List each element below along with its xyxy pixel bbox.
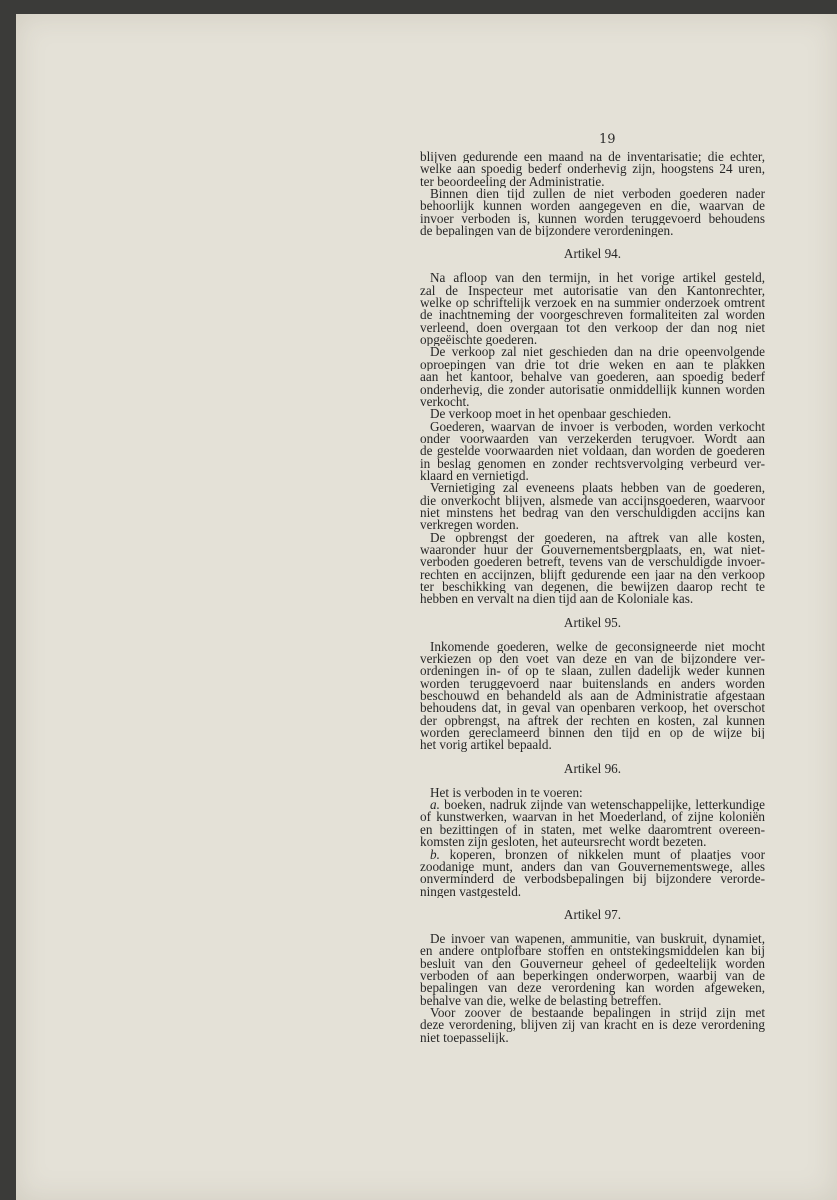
text-line: behalve van die, welke de belasting betreffen. (420, 994, 662, 1007)
text-line: De verkoop moet in het openbaar geschieden. (430, 408, 672, 421)
text-line: niet toepasselijk. (420, 1031, 509, 1044)
text-line (420, 849, 765, 861)
article-94-paragraph (420, 272, 765, 346)
text-line: besluit van den Gouverneur geheel of gedeeltelijk worden (420, 957, 765, 970)
page-number: 19 (599, 132, 616, 147)
text-line: behoorlijk kunnen worden aangegeven en die, waarvan de (420, 200, 765, 213)
text-line: klaard en vernietigd. (420, 469, 529, 483)
text-line: en andere ontplofbare stoffen en ontstekingsmiddelen kan bij (420, 945, 765, 958)
text-line: welke op schriftelijk verzoek en na summier onderzoek omtrent (420, 297, 765, 310)
article-94-paragraph (420, 408, 765, 420)
text-line: Goederen, waarvan de invoer is verboden, worden verkocht (430, 420, 765, 433)
text-line: niet minstens het bedrag van den verschuldigden accijns kan (420, 506, 765, 520)
text-line: rechten en accijnzen, blijft gedurende een jaar na den verkoop (420, 568, 765, 581)
text-line: het vorig artikel bepaald. (420, 739, 552, 752)
text-line: ter beschikking van degenen, die bewijzen daarop recht te (420, 581, 765, 594)
article-94-heading: Artikel 94. (563, 246, 622, 262)
text-line: komsten zijn gesloten, het auteursrecht wordt bezeten. (420, 836, 707, 849)
article-94-paragraph (420, 346, 765, 408)
article-96-item-b (420, 849, 765, 898)
article-96-paragraph (420, 787, 765, 799)
article-96-item-a (420, 799, 765, 848)
text-line: oproepingen van drie tot drie weken en aan te plakken (420, 358, 765, 372)
text-line: verkiezen op den voet van deze en van de bijzondere ver- (420, 653, 765, 666)
text-line: verboden of aan beperkingen onderworpen, waarbij van de (420, 969, 765, 983)
text-line: de gestelde voorwaarden niet voldaan, dan worden de goederen (420, 445, 765, 458)
text-line: Binnen dien tijd zullen de niet verboden goederen nader (430, 188, 765, 201)
text-line: Voor zoover de bestaande bepalingen in strijd zijn met (430, 1006, 765, 1020)
text-line: bepalingen van deze verordening kan worden afgeweken, (420, 982, 765, 995)
article-96-heading: Artikel 96. (563, 760, 622, 776)
text-line: der opbrengst, na aftrek der rechten en kosten, zal kunnen (420, 714, 765, 728)
article-97-paragraph (420, 1007, 765, 1044)
text-line: invoer verboden is, kunnen worden teruggevoerd behoudens (420, 212, 765, 226)
item-text: boeken, nadruk zijnde van wetenschappelijke, letterkundige (439, 799, 765, 812)
article-95-paragraph (420, 641, 765, 752)
text-line: Inkomende goederen, welke de geconsigneerde niet mocht (430, 640, 765, 654)
text-line: De opbrengst der goederen, na aftrek van alle kosten, (430, 531, 765, 544)
text-line: verkocht. (420, 395, 470, 409)
text-column (420, 151, 765, 1044)
text-line: Het is verboden in te voeren: (430, 786, 583, 800)
article-97-heading: Artikel 97. (563, 906, 622, 922)
text-line: de bepalingen van de bijzondere verordeningen. (420, 225, 674, 238)
text-line: en bezittingen of in staten, met welke daaromtrent overeen- (420, 823, 765, 837)
text-line: deze verordening, blijven zij van kracht en is deze verordening (420, 1019, 765, 1032)
item-text: koperen, bronzen of nikkelen munt of plaatjes voor (439, 848, 765, 861)
text-line: opgeëischte goederen. (420, 334, 538, 347)
text-line: De verkoop zal niet geschieden dan na drie opeenvolgende (430, 346, 765, 359)
text-line: aan het kantoor, behalve van goederen, aan spoedig bederf (420, 371, 765, 384)
text-line: worden teruggevoerd naar buitenslands en anders worden (420, 677, 765, 691)
article-94-paragraph (420, 482, 765, 531)
text-line: waaronder huur der Gouvernementsbergplaats, en, wat niet- (420, 543, 765, 557)
text-line: Na afloop van den termijn, in het vorige artikel gesteld, (430, 272, 765, 285)
text-line: onderhevig, die zonder autorisatie onmiddellijk kunnen worden (420, 383, 765, 396)
text-line: blijven gedurende een maand na de inventarisatie; die echter, (420, 151, 765, 164)
text-line: die onverkocht blijven, alsmede van accijnsgoederen, waarvoor (420, 494, 765, 507)
text-line: ordeningen in- of op te slaan, zullen dadelijk weder kunnen (420, 665, 765, 678)
text-line: welke aan spoedig bederf onderhevig zijn, hoogstens 24 uren, (420, 163, 765, 176)
article-97-paragraph (420, 933, 765, 1007)
text-line: beschouwd en behandeld als aan de Administratie afgestaan (420, 690, 765, 703)
text-line: onverminderd de verbodsbepalingen bij bijzondere verorde- (420, 873, 765, 886)
article-95-heading: Artikel 95. (563, 614, 622, 630)
text-line: de inachtneming der voorgeschreven formaliteiten zal worden (420, 309, 765, 322)
text-line: ter beoordeeling der Administratie. (420, 175, 605, 189)
text-line: in beslag genomen en zonder rechtsvervolging verbeurd ver- (420, 457, 765, 470)
text-line: verboden goederen betreft, tevens van de verschuldigde invoer- (420, 556, 765, 569)
item-marker: b. (430, 848, 440, 861)
text-line: worden gereclameerd binnen den tijd en op de wijze bij (420, 727, 765, 740)
item-marker: a. (430, 799, 440, 812)
text-line (420, 799, 765, 811)
text-line: ningen vastgesteld. (420, 885, 522, 898)
article-94-paragraph (420, 421, 765, 483)
text-line: onder voorwaarden van verzekerden terugvoer. Wordt aan (420, 432, 765, 446)
intro-paragraph-2 (420, 188, 765, 237)
text-line: zoodanige munt, anders dan van Gouvernementswege, alles (420, 860, 765, 874)
text-line: zal de Inspecteur met autorisatie van den Kantonrechter, (420, 284, 765, 298)
text-line: Vernietiging zal eveneens plaats hebben van de goederen, (430, 482, 765, 495)
text-line: De invoer van wapenen, ammunitie, van buskruit, dynamiet, (430, 932, 765, 946)
intro-paragraph (420, 151, 765, 188)
article-94-paragraph (420, 532, 765, 606)
text-line: verkregen worden. (420, 519, 519, 532)
text-line: verleend, doen overgaan tot den verkoop der dan nog niet (420, 321, 765, 335)
text-line: behoudens dat, in geval van openbaren verkoop, het overschot (420, 702, 765, 715)
text-line: of kunstwerken, waarvan in het Moederland, of zijne koloniën (420, 811, 765, 824)
text-line: hebben en vervalt na dien tijd aan de Koloniale kas. (420, 593, 694, 606)
